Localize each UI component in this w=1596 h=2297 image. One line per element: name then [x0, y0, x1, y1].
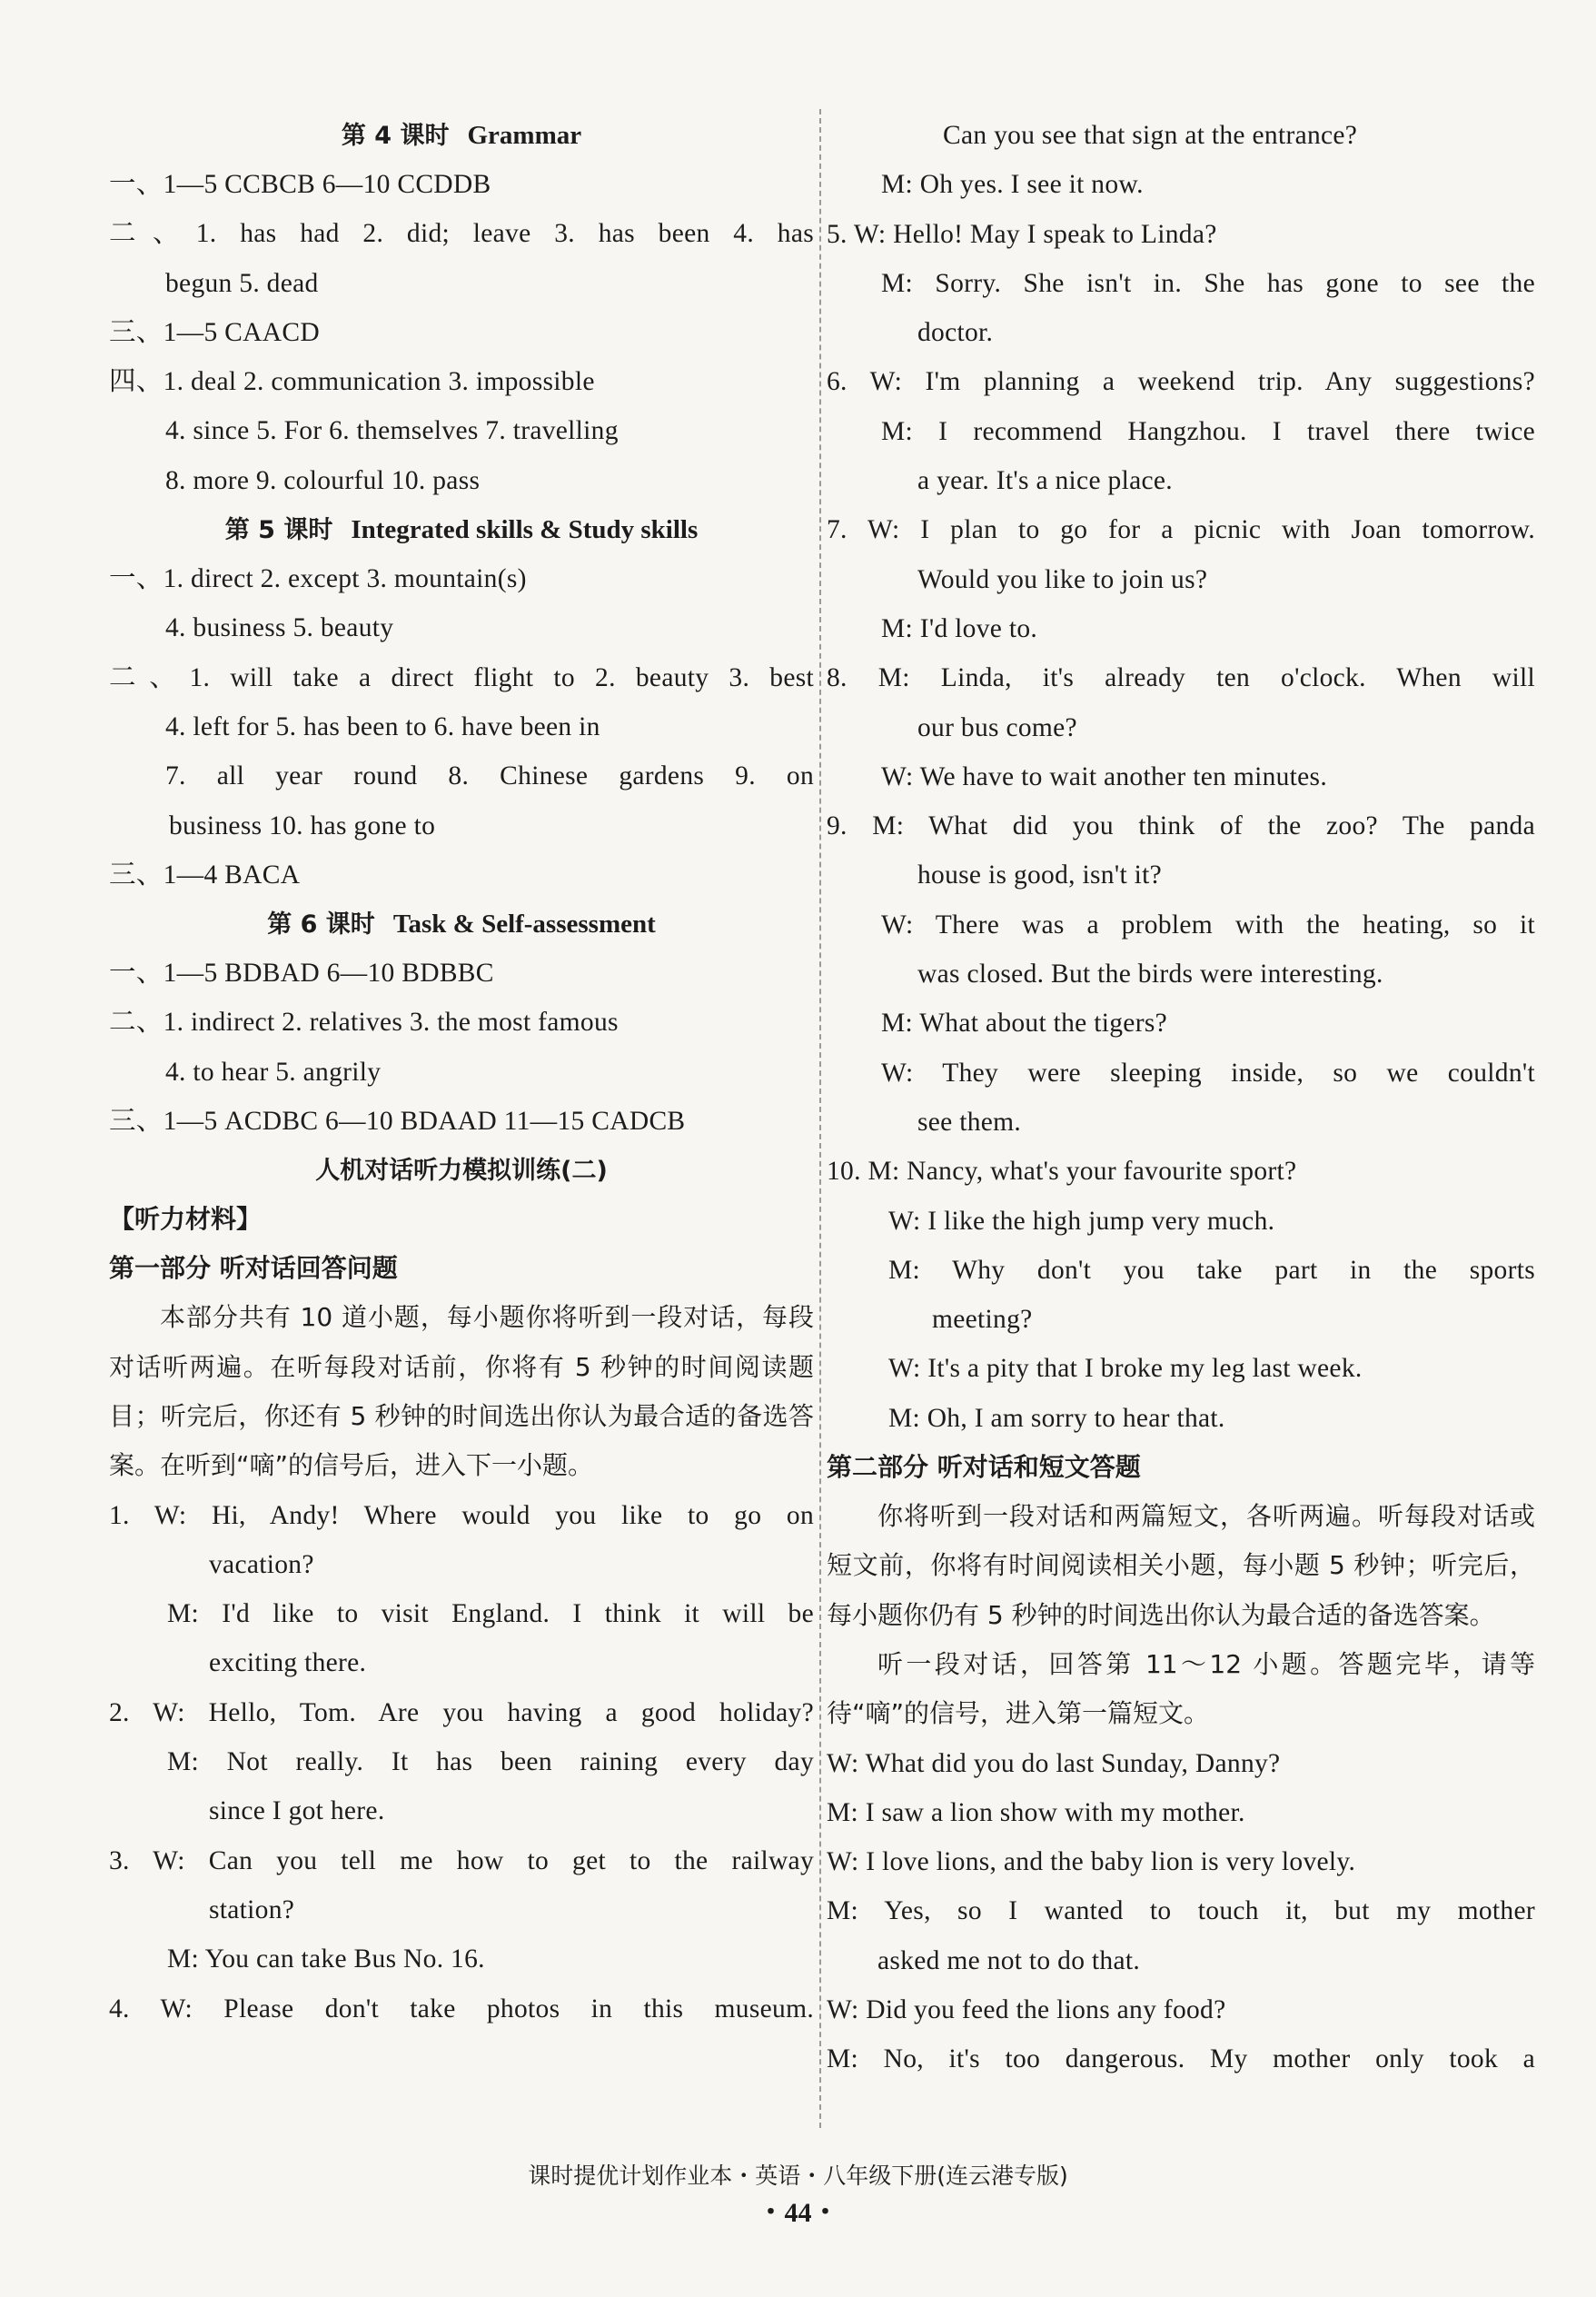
answer-line: 一、1—5 BDBAD 6—10 BDBBC — [109, 959, 494, 989]
dialogue-line: W: There was a problem with the heating, so it — [881, 910, 1535, 940]
simulation-title: 人机对话听力模拟训练(二) — [315, 1157, 608, 1186]
dialogue-line: 10. M: Nancy, what's your favourite sport? — [827, 1157, 1297, 1187]
dialogue-line: M: Oh, I am sorry to hear that. — [888, 1403, 1225, 1433]
dialogue-line: M: I recommend Hangzhou. I travel there twice — [881, 416, 1535, 446]
answer-line: begun 5. dead — [165, 268, 319, 298]
answer-line: 三、1—5 CAACD — [109, 317, 320, 347]
dialogue-line: M: You can take Bus No. 16. — [167, 1944, 485, 1974]
answer-line: 三、1—5 ACDBC 6—10 BDAAD 11—15 CADCB — [109, 1107, 686, 1137]
dialogue-line: see them. — [917, 1107, 1022, 1137]
dialogue-line: vacation? — [209, 1549, 314, 1579]
answer-line: 4. business 5. beauty — [165, 613, 394, 643]
right-column — [827, 111, 1535, 2084]
dialogue-line: since I got here. — [209, 1796, 385, 1826]
dialogue-line: W: They were sleeping inside, so we couldn't — [881, 1058, 1535, 1088]
dialogue-line: 9. M: What did you think of the zoo? The panda — [827, 811, 1535, 841]
dialogue-line: exciting there. — [209, 1648, 367, 1678]
page-number: ・44・ — [757, 2198, 839, 2228]
section-title-lesson6: 第 6 课时 Task & Self-assessment — [267, 910, 656, 940]
dialogue-line: asked me not to do that. — [877, 1945, 1141, 1975]
dialogue-line: 8. M: Linda, it's already ten o'clock. When will — [827, 663, 1535, 693]
answer-line: 4. left for 5. has been to 6. have been in — [165, 711, 600, 741]
part1-title: 第一部分 听对话回答问题 — [109, 1253, 398, 1284]
dialogue-line: 7. W: I plan to go for a picnic with Joan tomorrow. — [827, 515, 1535, 545]
section-title-lesson4: 第 4 课时 Grammar — [341, 121, 582, 150]
part1-intro: 本部分共有 10 道小题，每小题你将听到一段对话，每段对话听两遍。在听每段对话前，你将有 5 秒钟的时间阅读题目；听完后，你还有 5 秒钟的时间选出你认为最合适的备选答案。在听到“嘀”的信号后，进入下一小题。 — [109, 1302, 814, 1481]
dialogue-line: W: It's a pity that I broke my leg last week. — [888, 1354, 1363, 1384]
dialogue-line: our bus come? — [917, 712, 1077, 742]
dialogue-line: W: Did you feed the lions any food? — [827, 1994, 1226, 2024]
dialogue-line: 5. W: Hello! May I speak to Linda? — [827, 219, 1217, 249]
dialogue-line: station? — [209, 1894, 295, 1924]
dialogue-line: was closed. But the birds were interesting. — [917, 960, 1383, 989]
dialogue-line: meeting? — [932, 1305, 1033, 1335]
answer-line: business 10. has gone to — [169, 810, 436, 840]
dialogue-line: 1. W: Hi, Andy! Where would you like to go on — [109, 1500, 814, 1530]
dialogue-line: M: Not really. It has been raining every day — [167, 1747, 814, 1777]
dialogue-line: W: I love lions, and the baby lion is very lovely. — [827, 1847, 1356, 1877]
answer-line: 三、1—4 BACA — [109, 860, 301, 890]
dialogue-line: M: I'd like to visit England. I think it will be — [167, 1599, 814, 1629]
book-title-footer: 课时提优计划作业本・英语・八年级下册(连云港专版) — [528, 2163, 1068, 2189]
dialogue-line: W: What did you do last Sunday, Danny? — [827, 1748, 1281, 1778]
dialogue-line: M: I saw a lion show with my mother. — [827, 1797, 1245, 1827]
dialogue-line: W: I like the high jump very much. — [888, 1206, 1275, 1236]
section-title-lesson5: 第 5 课时 Integrated skills & Study skills — [224, 515, 699, 545]
dialogue-line: house is good, isn't it? — [917, 860, 1162, 890]
answer-line: 四、1. deal 2. communication 3. impossible — [109, 367, 595, 397]
dialogue-line: M: I'd love to. — [881, 613, 1038, 643]
part2-note: 听一段对话，回答第 11～12 小题。答题完毕，请等待“嘀”的信号，进入第一篇短文。 — [827, 1648, 1535, 1729]
answer-line: 二、1. will take a direct flight to 2. beauty 3. best — [109, 662, 814, 692]
dialogue-line: M: No, it's too dangerous. My mother only took a — [827, 2044, 1535, 2074]
dialogue-line: Can you see that sign at the entrance? — [943, 121, 1358, 150]
answer-line: 一、1—5 CCBCB 6—10 CCDDB — [109, 170, 491, 199]
answer-line: 8. more 9. colourful 10. pass — [165, 465, 481, 495]
dialogue-line: M: Why don't you take part in the sports — [888, 1255, 1535, 1285]
listening-material-label: 【听力材料】 — [109, 1204, 263, 1235]
part2-intro: 你将听到一段对话和两篇短文，各听两遍。听每段对话或短文前，你将有时间阅读相关小题，每小题 5 秒钟；听完后，每小题你仍有 5 秒钟的时间选出你认为最合适的备选答案。 — [827, 1501, 1535, 1630]
dialogue-line: 3. W: Can you tell me how to get to the railway — [109, 1845, 814, 1875]
answer-line: 7. all year round 8. Chinese gardens 9. on — [165, 761, 814, 791]
answer-line: 4. to hear 5. angrily — [165, 1057, 382, 1087]
answer-line: 4. since 5. For 6. themselves 7. travelling — [165, 416, 619, 446]
answer-line: 二、1. indirect 2. relatives 3. the most famous — [109, 1008, 619, 1038]
dialogue-line: M: Sorry. She isn't in. She has gone to see the — [881, 268, 1535, 298]
dialogue-line: M: Yes, so I wanted to touch it, but my mother — [827, 1896, 1535, 1926]
dialogue-line: 4. W: Please don't take photos in this museum. — [109, 1994, 814, 2024]
left-column — [109, 111, 814, 2033]
dialogue-line: M: What about the tigers? — [881, 1009, 1167, 1039]
answer-line: 一、1. direct 2. except 3. mountain(s) — [109, 564, 527, 594]
dialogue-line: 6. W: I'm planning a weekend trip. Any suggestions? — [827, 367, 1535, 397]
dialogue-line: Would you like to join us? — [917, 564, 1208, 594]
dialogue-line: a year. It's a nice place. — [917, 466, 1173, 496]
dialogue-line: 2. W: Hello, Tom. Are you having a good holiday? — [109, 1697, 814, 1727]
column-divider — [819, 109, 821, 2128]
part2-title: 第二部分 听对话和短文答题 — [827, 1452, 1141, 1483]
dialogue-line: doctor. — [917, 318, 994, 348]
dialogue-line: M: Oh yes. I see it now. — [881, 170, 1144, 200]
dialogue-line: W: We have to wait another ten minutes. — [881, 761, 1328, 791]
answer-line: 二、1. has had 2. did; leave 3. has been 4. has — [109, 219, 814, 249]
